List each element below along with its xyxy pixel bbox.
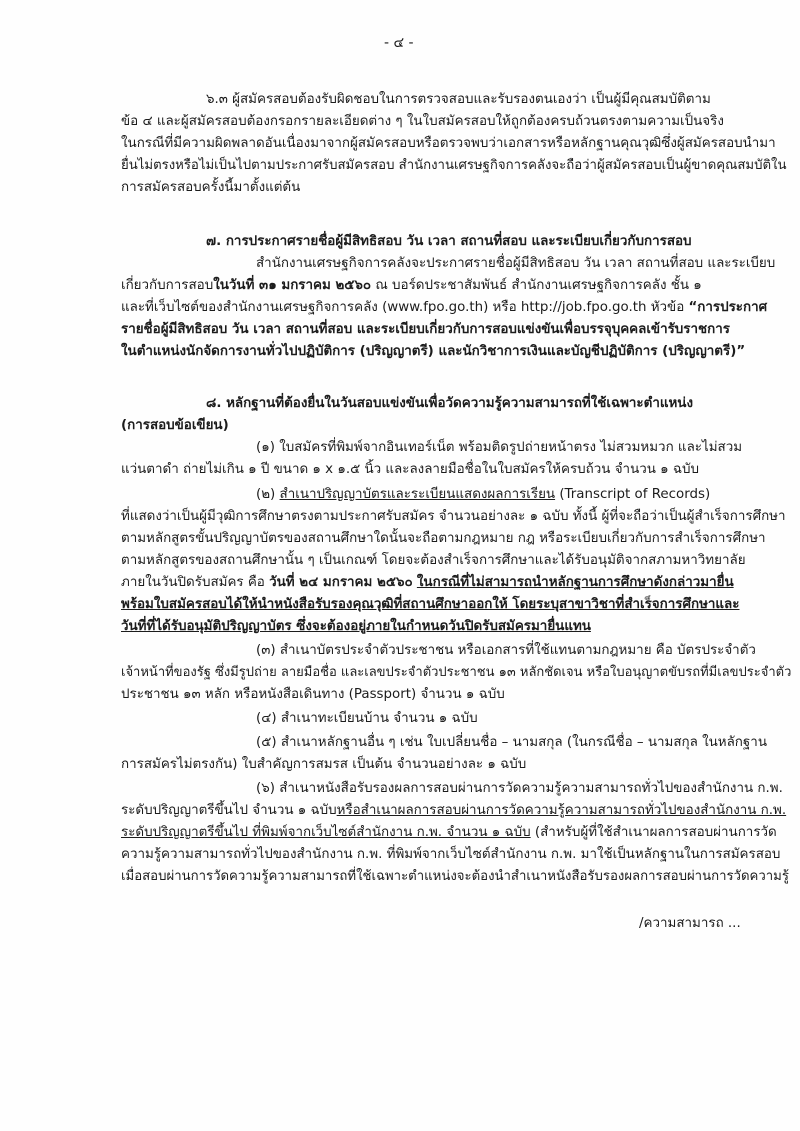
s7-line-5: ในตำแหน่งนักจัดการงานทั่วไปปฏิบัติการ (ปริญญาตรี) และนักวิชาการเงินและบัญชีปฏิบัติการ (ปริญญาตรี)” xyxy=(121,344,746,359)
s8-item6-line-5: เมื่อสอบผ่านการวัดความรู้ความสามารถที่ใช้เฉพาะตำแหน่งจะต้องนำสำเนาหนังสือรับรองผลการสอบผ่านการวัดความรู้ xyxy=(121,869,789,884)
s8-item2-line-5 xyxy=(121,573,734,593)
s7-line-2 xyxy=(121,276,702,296)
s8-item2-line-3: ตามหลักสูตรขั้นปริญญาบัตรของสถานศึกษาใดนั้นจะถือตามกฎหมาย กฎ หรือระเบียบเกี่ยวกับการสำเร็จการศึกษา xyxy=(121,531,766,546)
s8-heading-1: ๘. หลักฐานที่ต้องยื่นในวันสอบแข่งขันเพื่อวัดความรู้ความสามารถที่ใช้เฉพาะตำแหน่ง xyxy=(206,396,693,411)
s8-item2-line-5-text-a: ภายในวันปิดรับสมัคร คือ xyxy=(121,575,270,590)
s8-item6-line-1: (๖) สำเนาหนังสือรับรองผลการสอบผ่านการวัดความรู้ความสามารถทั่วไปของสำนักงาน ก.พ. xyxy=(256,781,783,796)
s63-line-2: ข้อ ๔ และผู้สมัครสอบต้องกรอกรายละเอียดต่าง ๆ ในใบสมัครสอบให้ถูกต้องครบถ้วนตรงตามความเป็นจริง xyxy=(121,114,724,129)
s8-item6-line-2 xyxy=(121,801,786,821)
s8-item6-line-2-text-a: ระดับปริญญาตรีขึ้นไป จำนวน ๑ ฉบับ xyxy=(121,803,337,818)
s7-line-2-text-c: ณ บอร์ดประชาสัมพันธ์ สำนักงานเศรษฐกิจการคลัง ชั้น ๑ xyxy=(371,278,702,293)
s8-item2-line-5-text-d: ในกรณีที่ไม่สามารถนำหลักฐานการศึกษาดังกล่าวมายื่น xyxy=(416,575,734,590)
s8-item1-line-2: แว่นตาดำ ถ่ายไม่เกิน ๑ ปี ขนาด ๑ x ๑.๕ นิ้ว และลงลายมือชื่อในใบสมัครให้ครบถ้วน จำนวน ๑ ฉบับ xyxy=(121,462,700,477)
s8-item2-line-2: ที่แสดงว่าเป็นผู้มีวุฒิการศึกษาตรงตามประกาศรับสมัคร จำนวนอย่างละ ๑ ฉบับ ทั้งนี้ ผู้ที่จะถือว่าเป็นผู้สำเร็จการศึกษา xyxy=(121,509,786,524)
s8-item6-line-3 xyxy=(121,823,777,843)
s63-line-5: การสมัครสอบครั้งนี้มาตั้งแต่ต้น xyxy=(121,180,301,195)
s7-line-2-text-a: เกี่ยวกับการสอบ xyxy=(121,278,214,293)
s7-line-4: รายชื่อผู้มีสิทธิสอบ วัน เวลา สถานที่สอบ และระเบียบเกี่ยวกับการสอบแข่งขันเพื่อบรรจุบุคคลเข้ารับราชการ xyxy=(121,322,730,337)
s63-line-4: ยื่นไม่ตรงหรือไม่เป็นไปตามประกาศรับสมัครสอบ สำนักงานเศรษฐกิจการคลังจะถือว่าผู้สมัครสอบเป็นผู้ขาดคุณสมบัติใน xyxy=(121,158,787,173)
s8-heading-2: (การสอบข้อเขียน) xyxy=(121,418,229,433)
s8-item6-line-2-text-b: หรือสำเนาผลการสอบผ่านการวัดความรู้ความสามารถทั่วไปของสำนักงาน ก.พ. xyxy=(336,803,787,818)
s8-item1-line-1: (๑) ใบสมัครที่พิมพ์จากอินเทอร์เน็ต พร้อมติดรูปถ่ายหน้าตรง ไม่สวมหมวก และไม่สวม xyxy=(256,440,743,455)
s63-line-1: ๖.๓ ผู้สมัครสอบต้องรับผิดชอบในการตรวจสอบและรับรองตนเองว่า เป็นผู้มีคุณสมบัติตาม xyxy=(206,92,711,107)
s7-topic-start: “การประกาศ xyxy=(688,300,768,315)
s8-item3-line-2: เจ้าหน้าที่ของรัฐ ซึ่งมีรูปถ่าย ลายมือชื่อ และเลขประจำตัวประชาชน ๑๓ หลักชัดเจน หรือใบอนุญาตขับรถที่มีเลขประจำตัว xyxy=(121,665,792,680)
s8-item6-line-3-text-a: ระดับปริญญาตรีขึ้นไป ที่พิมพ์จากเว็บไซต์สำนักงาน ก.พ. จำนวน ๑ ฉบับ xyxy=(121,825,531,840)
continuation-note: /ความสามารถ ... xyxy=(639,916,741,931)
s7-line-1: สำนักงานเศรษฐกิจการคลังจะประกาศรายชื่อผู้มีสิทธิสอบ วัน เวลา สถานที่สอบ และระเบียบ xyxy=(256,256,776,271)
s8-item2-line-4: ตามหลักสูตรของสถานศึกษานั้น ๆ เป็นเกณฑ์ โดยจะต้องสำเร็จการศึกษาและได้รับอนุมัติจากสภามหาวิทยาลัย xyxy=(121,553,746,568)
s8-item6-line-4: ความรู้ความสามารถทั่วไปของสำนักงาน ก.พ. ที่พิมพ์จากเว็บไซต์สำนักงาน ก.พ. มาใช้เป็นหลักฐานในการสมัครสอบ xyxy=(121,847,781,862)
s8-item4-line-1: (๔) สำเนาทะเบียนบ้าน จำนวน ๑ ฉบับ xyxy=(256,711,478,726)
s8-item2-title: สำเนาปริญญาบัตรและระเบียนแสดงผลการเรียน xyxy=(279,487,556,502)
s8-closing-date: วันที่ ๒๔ มกราคม ๒๕๖๐ xyxy=(269,575,413,590)
s8-item2-number: (๒) xyxy=(256,487,280,502)
s8-item2-line-6: พร้อมใบสมัครสอบได้ให้นำหนังสือรับรองคุณวุฒิที่สถานศึกษาออกให้ โดยระบุสาขาวิชาที่สำเร็จการศึกษาและ xyxy=(121,597,740,612)
s7-line-3 xyxy=(121,298,767,318)
s7-line-3-text-a: และที่เว็บไซต์ของสำนักงานเศรษฐกิจการคลัง (www.fpo.go.th) หรือ http://job.fpo.go.th หัวข้อ xyxy=(121,300,689,315)
s8-item3-line-1: (๓) สำเนาบัตรประจำตัวประชาชน หรือเอกสารที่ใช้แทนตามกฎหมาย คือ บัตรประจำตัว xyxy=(256,643,756,658)
s8-item2-line-1 xyxy=(256,485,710,505)
s8-item5-line-2: การสมัครไม่ตรงกัน) ใบสำคัญการสมรส เป็นต้น จำนวนอย่างละ ๑ ฉบับ xyxy=(121,757,527,772)
s7-announce-date: ในวันที่ ๓๑ มกราคม ๒๕๖๐ xyxy=(213,278,372,293)
s8-item2-line-7: วันที่ที่ได้รับอนุมัติปริญญาบัตร ซึ่งจะต้องอยู่ภายในกำหนดวันปิดรับสมัครมายื่นแทน xyxy=(121,619,591,634)
s8-item3-line-3: ประชาชน ๑๓ หลัก หรือหนังสือเดินทาง (Passport) จำนวน ๑ ฉบับ xyxy=(121,687,505,702)
s63-line-3: ในกรณีที่มีความผิดพลาดอันเนื่องมาจากผู้สมัครสอบหรือตรวจพบว่าเอกสารหรือหลักฐานคุณวุฒิซึ่งผู้สมัครสอบนำมา xyxy=(121,136,776,151)
s8-item5-line-1: (๕) สำเนาหลักฐานอื่น ๆ เช่น ใบเปลี่ยนชื่อ – นามสกุล (ในกรณีชื่อ – นามสกุล ในหลักฐาน xyxy=(256,735,767,750)
s7-heading: ๗. การประกาศรายชื่อผู้มีสิทธิสอบ วัน เวลา สถานที่สอบ และระเบียบเกี่ยวกับการสอบ xyxy=(206,234,692,249)
s8-item2-transcript: (Transcript of Records) xyxy=(555,487,711,502)
s8-item6-line-3-text-b: (สำหรับผู้ที่ใช้สำเนาผลการสอบผ่านการวัด xyxy=(530,825,777,840)
page-number: - ๔ - xyxy=(384,35,414,51)
